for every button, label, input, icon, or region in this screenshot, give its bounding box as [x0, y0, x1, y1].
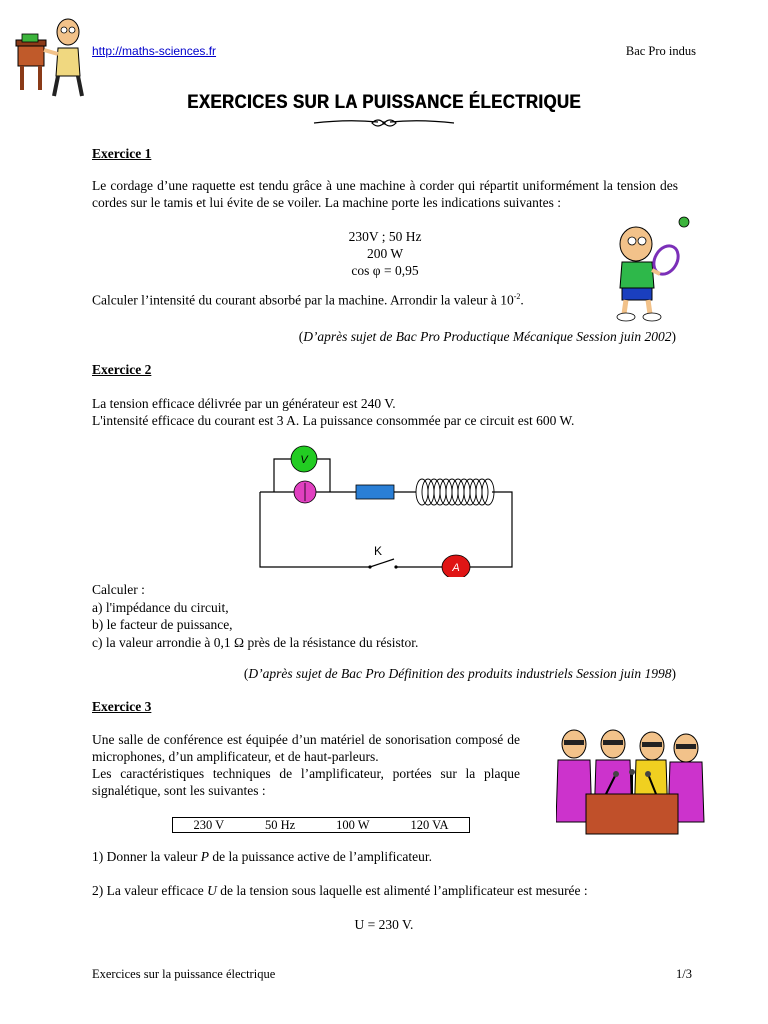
- spec-plate-voltage: 230 V: [193, 817, 225, 832]
- exercise-1-heading: Exercice 1: [92, 146, 152, 161]
- amplifier-spec-plate: [172, 817, 470, 833]
- exercise-1-question: [92, 292, 524, 309]
- spec-plate-active-power: 100 W: [336, 817, 370, 832]
- page-number: 1/3: [676, 967, 692, 981]
- exercise-2-source-text: D’après sujet de Bac Pro Définition des produits industriels Session juin 1998: [248, 666, 672, 681]
- exercise-1-question-text: Calculer l’intensité du courant absorbé par la machine. Arrondir la valeur à 10: [92, 292, 514, 308]
- exercise-3-q2-var: U: [207, 883, 217, 898]
- exercise-2-line1: La tension efficace délivrée par un générateur est 240 V.: [92, 396, 396, 411]
- site-url-link[interactable]: http://maths-sciences.fr: [92, 44, 217, 58]
- ammeter-label: A: [452, 562, 460, 574]
- exercise-1-question-end: .: [520, 292, 524, 308]
- exercise-3-question-2: [92, 883, 588, 899]
- exercise-3-q1-prefix: 1) Donner la valeur: [92, 849, 201, 864]
- exercise-1-intro: Le cordage d’une raquette est tendu grâce à une machine à corder qui répartit uniformément la tension des cordes sur le tamis et lui évite de se voiler. La machine porte les indications suivantes :: [92, 178, 678, 210]
- exercise-2-heading: Exercice 2: [92, 362, 152, 377]
- switch-label: K: [373, 544, 383, 558]
- spec-plate-frequency: 50 Hz: [265, 817, 296, 832]
- exercise-3-intro2: Les caractéristiques techniques de l’amplificateur, portées sur la plaque signalétique, sont les suivantes :: [92, 766, 520, 798]
- exercise-3-q2-prefix: 2) La valeur efficace: [92, 883, 208, 898]
- exercise-2-line2: L'intensité efficace du courant est 3 A. La puissance consommée par ce circuit est 600 W.: [92, 413, 575, 428]
- switch: [368, 559, 397, 569]
- exercise-2-calc-label: Calculer :: [92, 582, 145, 597]
- exercise-3-q2-suffix: de la tension sous laquelle est alimenté l’amplificateur est mesurée :: [216, 883, 588, 898]
- spec-voltage-frequency: 230V ; 50 Hz: [348, 229, 422, 244]
- exercise-3-u-value: U = 230 V.: [354, 917, 414, 932]
- spec-power-factor: cos φ = 0,95: [351, 263, 419, 278]
- exercise-2-source: (D’après sujet de Bac Pro Définition des produits industriels Session juin 1998): [243, 666, 676, 681]
- exercise-2-item-a: a) l'impédance du circuit,: [92, 599, 229, 615]
- exercise-3-intro: Une salle de conférence est équipée d’un matériel de sonorisation composé de microphones, d’un amplificateur, et de haut-parleurs.: [92, 732, 520, 764]
- exercise-3-q1-var: P: [200, 849, 209, 864]
- exercise-2-item-b: b) le facteur de puissance,: [92, 617, 233, 632]
- tennis-player-illustration: [602, 214, 698, 322]
- voltmeter-label: V: [300, 454, 308, 466]
- exercise-2-item-c: c) la valeur arrondie à 0,1 Ω près de la résistance du résistor.: [92, 634, 419, 650]
- exercise-3-heading: Exercice 3: [92, 699, 152, 714]
- resistor: [356, 485, 394, 499]
- inductor-coil: [416, 479, 494, 505]
- spec-plate-apparent-power: 120 VA: [410, 817, 449, 832]
- circuit-diagram: [254, 445, 518, 577]
- page-title: EXERCICES SUR LA PUISSANCE ÉLECTRIQUE: [187, 92, 581, 113]
- exercise-3-question-1: [92, 849, 432, 865]
- course-label: Bac Pro indus: [625, 44, 696, 58]
- exercise-1-source: (D’après sujet de Bac Pro Productique Mécanique Session juin 2002): [298, 329, 676, 344]
- conference-speakers-illustration: [556, 722, 706, 838]
- spec-power: 200 W: [366, 246, 404, 261]
- exercise-1-specs: [240, 228, 530, 279]
- exercise-1-source-text: D’après sujet de Bac Pro Productique Mécanique Session juin 2002: [303, 329, 672, 344]
- exercise-1-question-exponent: -2: [513, 292, 521, 301]
- exercise-3-q1-suffix: de la puissance active de l’amplificateur.: [208, 849, 432, 864]
- title-flourish: [312, 116, 456, 134]
- exercise-2-calc-list: [92, 581, 418, 651]
- logo-illustration: [14, 10, 88, 100]
- footer-title: Exercices sur la puissance électrique: [92, 967, 276, 981]
